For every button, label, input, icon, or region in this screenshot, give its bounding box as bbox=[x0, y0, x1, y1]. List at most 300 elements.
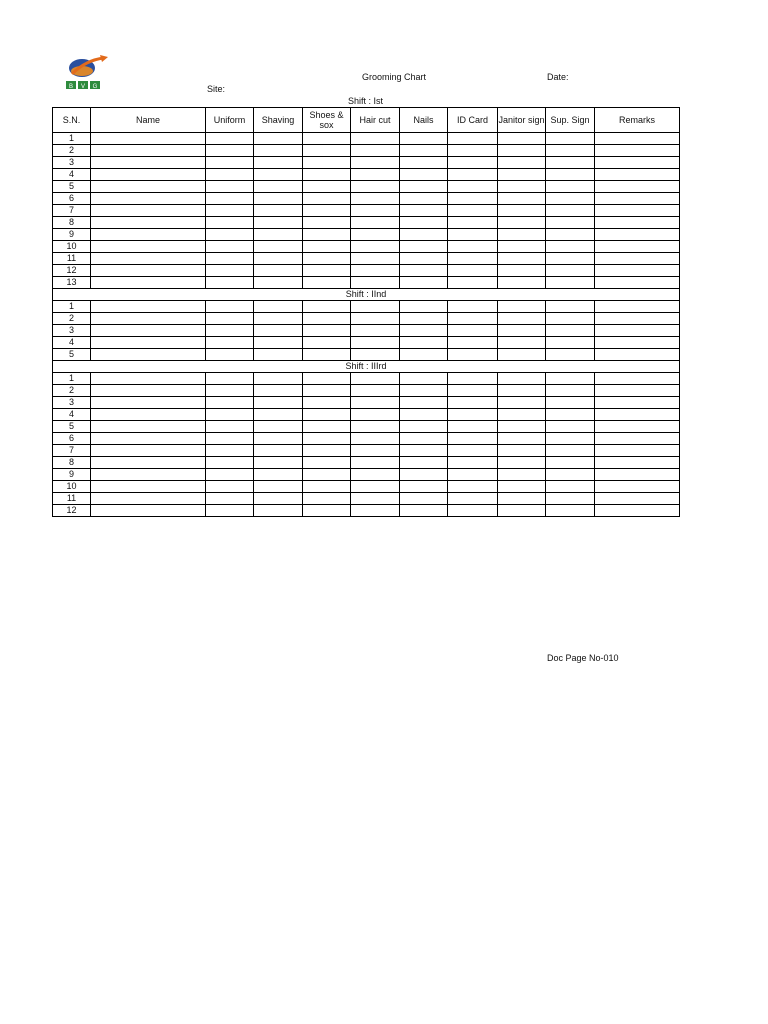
entry-cell[interactable] bbox=[254, 169, 303, 181]
entry-cell[interactable] bbox=[303, 349, 351, 361]
entry-cell[interactable] bbox=[498, 157, 546, 169]
entry-cell[interactable] bbox=[546, 157, 595, 169]
entry-cell[interactable] bbox=[498, 265, 546, 277]
entry-cell[interactable] bbox=[400, 181, 448, 193]
entry-cell[interactable] bbox=[91, 433, 206, 445]
entry-cell[interactable] bbox=[351, 349, 400, 361]
entry-cell[interactable] bbox=[254, 181, 303, 193]
entry-cell[interactable] bbox=[91, 325, 206, 337]
entry-cell[interactable] bbox=[351, 169, 400, 181]
entry-cell[interactable] bbox=[498, 133, 546, 145]
entry-cell[interactable] bbox=[448, 181, 498, 193]
entry-cell[interactable] bbox=[498, 325, 546, 337]
entry-cell[interactable] bbox=[400, 385, 448, 397]
entry-cell[interactable] bbox=[91, 145, 206, 157]
entry-cell[interactable] bbox=[400, 373, 448, 385]
entry-cell[interactable] bbox=[351, 145, 400, 157]
entry-cell[interactable] bbox=[546, 241, 595, 253]
entry-cell[interactable] bbox=[498, 457, 546, 469]
entry-cell[interactable] bbox=[303, 217, 351, 229]
entry-cell[interactable] bbox=[546, 445, 595, 457]
entry-cell[interactable] bbox=[351, 337, 400, 349]
entry-cell[interactable] bbox=[448, 265, 498, 277]
entry-cell[interactable] bbox=[498, 481, 546, 493]
entry-cell[interactable] bbox=[351, 469, 400, 481]
entry-cell[interactable] bbox=[351, 373, 400, 385]
entry-cell[interactable] bbox=[351, 229, 400, 241]
entry-cell[interactable] bbox=[351, 445, 400, 457]
entry-cell[interactable] bbox=[498, 313, 546, 325]
entry-cell[interactable] bbox=[595, 253, 680, 265]
entry-cell[interactable] bbox=[206, 445, 254, 457]
entry-cell[interactable] bbox=[546, 421, 595, 433]
entry-cell[interactable] bbox=[448, 397, 498, 409]
entry-cell[interactable] bbox=[498, 445, 546, 457]
entry-cell[interactable] bbox=[595, 385, 680, 397]
entry-cell[interactable] bbox=[254, 409, 303, 421]
entry-cell[interactable] bbox=[91, 277, 206, 289]
entry-cell[interactable] bbox=[595, 277, 680, 289]
entry-cell[interactable] bbox=[206, 253, 254, 265]
entry-cell[interactable] bbox=[400, 169, 448, 181]
entry-cell[interactable] bbox=[546, 265, 595, 277]
entry-cell[interactable] bbox=[595, 217, 680, 229]
entry-cell[interactable] bbox=[351, 433, 400, 445]
entry-cell[interactable] bbox=[498, 217, 546, 229]
entry-cell[interactable] bbox=[400, 205, 448, 217]
entry-cell[interactable] bbox=[595, 373, 680, 385]
entry-cell[interactable] bbox=[400, 301, 448, 313]
entry-cell[interactable] bbox=[303, 169, 351, 181]
entry-cell[interactable] bbox=[546, 397, 595, 409]
entry-cell[interactable] bbox=[91, 217, 206, 229]
entry-cell[interactable] bbox=[498, 349, 546, 361]
entry-cell[interactable] bbox=[206, 421, 254, 433]
entry-cell[interactable] bbox=[91, 169, 206, 181]
entry-cell[interactable] bbox=[546, 133, 595, 145]
entry-cell[interactable] bbox=[400, 133, 448, 145]
entry-cell[interactable] bbox=[546, 505, 595, 517]
entry-cell[interactable] bbox=[595, 445, 680, 457]
entry-cell[interactable] bbox=[206, 205, 254, 217]
entry-cell[interactable] bbox=[254, 325, 303, 337]
entry-cell[interactable] bbox=[303, 205, 351, 217]
entry-cell[interactable] bbox=[595, 313, 680, 325]
entry-cell[interactable] bbox=[400, 325, 448, 337]
entry-cell[interactable] bbox=[254, 493, 303, 505]
entry-cell[interactable] bbox=[206, 433, 254, 445]
entry-cell[interactable] bbox=[546, 433, 595, 445]
entry-cell[interactable] bbox=[400, 505, 448, 517]
entry-cell[interactable] bbox=[254, 481, 303, 493]
entry-cell[interactable] bbox=[448, 445, 498, 457]
entry-cell[interactable] bbox=[448, 253, 498, 265]
entry-cell[interactable] bbox=[91, 157, 206, 169]
entry-cell[interactable] bbox=[91, 409, 206, 421]
entry-cell[interactable] bbox=[448, 205, 498, 217]
entry-cell[interactable] bbox=[448, 385, 498, 397]
entry-cell[interactable] bbox=[595, 205, 680, 217]
entry-cell[interactable] bbox=[206, 265, 254, 277]
entry-cell[interactable] bbox=[351, 505, 400, 517]
entry-cell[interactable] bbox=[91, 385, 206, 397]
entry-cell[interactable] bbox=[91, 349, 206, 361]
entry-cell[interactable] bbox=[303, 265, 351, 277]
entry-cell[interactable] bbox=[206, 457, 254, 469]
entry-cell[interactable] bbox=[303, 145, 351, 157]
entry-cell[interactable] bbox=[254, 241, 303, 253]
entry-cell[interactable] bbox=[351, 133, 400, 145]
entry-cell[interactable] bbox=[595, 325, 680, 337]
entry-cell[interactable] bbox=[254, 349, 303, 361]
entry-cell[interactable] bbox=[546, 253, 595, 265]
entry-cell[interactable] bbox=[351, 217, 400, 229]
entry-cell[interactable] bbox=[206, 337, 254, 349]
entry-cell[interactable] bbox=[206, 229, 254, 241]
entry-cell[interactable] bbox=[595, 397, 680, 409]
entry-cell[interactable] bbox=[448, 133, 498, 145]
entry-cell[interactable] bbox=[303, 385, 351, 397]
entry-cell[interactable] bbox=[254, 313, 303, 325]
entry-cell[interactable] bbox=[448, 229, 498, 241]
entry-cell[interactable] bbox=[498, 229, 546, 241]
entry-cell[interactable] bbox=[595, 169, 680, 181]
entry-cell[interactable] bbox=[595, 433, 680, 445]
entry-cell[interactable] bbox=[400, 193, 448, 205]
entry-cell[interactable] bbox=[303, 241, 351, 253]
entry-cell[interactable] bbox=[206, 217, 254, 229]
entry-cell[interactable] bbox=[498, 421, 546, 433]
entry-cell[interactable] bbox=[498, 385, 546, 397]
entry-cell[interactable] bbox=[206, 505, 254, 517]
entry-cell[interactable] bbox=[351, 481, 400, 493]
entry-cell[interactable] bbox=[546, 481, 595, 493]
entry-cell[interactable] bbox=[448, 169, 498, 181]
entry-cell[interactable] bbox=[400, 157, 448, 169]
entry-cell[interactable] bbox=[206, 313, 254, 325]
entry-cell[interactable] bbox=[400, 445, 448, 457]
entry-cell[interactable] bbox=[448, 145, 498, 157]
entry-cell[interactable] bbox=[91, 481, 206, 493]
entry-cell[interactable] bbox=[303, 301, 351, 313]
entry-cell[interactable] bbox=[303, 469, 351, 481]
entry-cell[interactable] bbox=[91, 421, 206, 433]
entry-cell[interactable] bbox=[448, 505, 498, 517]
entry-cell[interactable] bbox=[400, 145, 448, 157]
entry-cell[interactable] bbox=[91, 313, 206, 325]
entry-cell[interactable] bbox=[595, 181, 680, 193]
entry-cell[interactable] bbox=[254, 505, 303, 517]
entry-cell[interactable] bbox=[254, 253, 303, 265]
entry-cell[interactable] bbox=[400, 265, 448, 277]
entry-cell[interactable] bbox=[595, 505, 680, 517]
entry-cell[interactable] bbox=[91, 229, 206, 241]
entry-cell[interactable] bbox=[206, 409, 254, 421]
entry-cell[interactable] bbox=[448, 301, 498, 313]
entry-cell[interactable] bbox=[351, 205, 400, 217]
entry-cell[interactable] bbox=[254, 445, 303, 457]
entry-cell[interactable] bbox=[498, 277, 546, 289]
entry-cell[interactable] bbox=[351, 193, 400, 205]
entry-cell[interactable] bbox=[448, 421, 498, 433]
entry-cell[interactable] bbox=[400, 433, 448, 445]
entry-cell[interactable] bbox=[400, 469, 448, 481]
entry-cell[interactable] bbox=[254, 385, 303, 397]
entry-cell[interactable] bbox=[498, 181, 546, 193]
entry-cell[interactable] bbox=[546, 349, 595, 361]
entry-cell[interactable] bbox=[303, 493, 351, 505]
entry-cell[interactable] bbox=[595, 301, 680, 313]
entry-cell[interactable] bbox=[546, 277, 595, 289]
entry-cell[interactable] bbox=[448, 157, 498, 169]
entry-cell[interactable] bbox=[303, 253, 351, 265]
entry-cell[interactable] bbox=[498, 205, 546, 217]
entry-cell[interactable] bbox=[254, 421, 303, 433]
entry-cell[interactable] bbox=[546, 205, 595, 217]
entry-cell[interactable] bbox=[254, 133, 303, 145]
entry-cell[interactable] bbox=[351, 313, 400, 325]
entry-cell[interactable] bbox=[595, 157, 680, 169]
entry-cell[interactable] bbox=[498, 493, 546, 505]
entry-cell[interactable] bbox=[448, 313, 498, 325]
entry-cell[interactable] bbox=[400, 349, 448, 361]
entry-cell[interactable] bbox=[303, 373, 351, 385]
entry-cell[interactable] bbox=[351, 265, 400, 277]
entry-cell[interactable] bbox=[303, 133, 351, 145]
entry-cell[interactable] bbox=[595, 409, 680, 421]
entry-cell[interactable] bbox=[206, 349, 254, 361]
entry-cell[interactable] bbox=[206, 193, 254, 205]
entry-cell[interactable] bbox=[206, 157, 254, 169]
entry-cell[interactable] bbox=[303, 457, 351, 469]
entry-cell[interactable] bbox=[546, 409, 595, 421]
entry-cell[interactable] bbox=[595, 337, 680, 349]
entry-cell[interactable] bbox=[351, 397, 400, 409]
entry-cell[interactable] bbox=[400, 397, 448, 409]
entry-cell[interactable] bbox=[546, 325, 595, 337]
entry-cell[interactable] bbox=[254, 457, 303, 469]
entry-cell[interactable] bbox=[498, 469, 546, 481]
entry-cell[interactable] bbox=[303, 397, 351, 409]
entry-cell[interactable] bbox=[595, 349, 680, 361]
entry-cell[interactable] bbox=[206, 241, 254, 253]
entry-cell[interactable] bbox=[351, 385, 400, 397]
entry-cell[interactable] bbox=[546, 193, 595, 205]
entry-cell[interactable] bbox=[351, 253, 400, 265]
entry-cell[interactable] bbox=[448, 241, 498, 253]
entry-cell[interactable] bbox=[351, 277, 400, 289]
entry-cell[interactable] bbox=[498, 193, 546, 205]
entry-cell[interactable] bbox=[498, 433, 546, 445]
entry-cell[interactable] bbox=[400, 229, 448, 241]
entry-cell[interactable] bbox=[206, 301, 254, 313]
entry-cell[interactable] bbox=[254, 265, 303, 277]
entry-cell[interactable] bbox=[448, 481, 498, 493]
entry-cell[interactable] bbox=[206, 325, 254, 337]
entry-cell[interactable] bbox=[546, 217, 595, 229]
entry-cell[interactable] bbox=[91, 301, 206, 313]
entry-cell[interactable] bbox=[206, 385, 254, 397]
entry-cell[interactable] bbox=[91, 193, 206, 205]
entry-cell[interactable] bbox=[351, 241, 400, 253]
entry-cell[interactable] bbox=[303, 277, 351, 289]
entry-cell[interactable] bbox=[91, 253, 206, 265]
entry-cell[interactable] bbox=[595, 493, 680, 505]
entry-cell[interactable] bbox=[400, 421, 448, 433]
entry-cell[interactable] bbox=[91, 265, 206, 277]
entry-cell[interactable] bbox=[91, 469, 206, 481]
entry-cell[interactable] bbox=[448, 409, 498, 421]
entry-cell[interactable] bbox=[254, 229, 303, 241]
entry-cell[interactable] bbox=[400, 253, 448, 265]
entry-cell[interactable] bbox=[206, 373, 254, 385]
entry-cell[interactable] bbox=[254, 157, 303, 169]
entry-cell[interactable] bbox=[546, 181, 595, 193]
entry-cell[interactable] bbox=[400, 217, 448, 229]
entry-cell[interactable] bbox=[498, 337, 546, 349]
entry-cell[interactable] bbox=[448, 277, 498, 289]
entry-cell[interactable] bbox=[303, 409, 351, 421]
entry-cell[interactable] bbox=[448, 193, 498, 205]
entry-cell[interactable] bbox=[91, 493, 206, 505]
entry-cell[interactable] bbox=[595, 265, 680, 277]
entry-cell[interactable] bbox=[400, 481, 448, 493]
entry-cell[interactable] bbox=[448, 469, 498, 481]
entry-cell[interactable] bbox=[448, 349, 498, 361]
entry-cell[interactable] bbox=[303, 445, 351, 457]
entry-cell[interactable] bbox=[303, 481, 351, 493]
entry-cell[interactable] bbox=[400, 277, 448, 289]
entry-cell[interactable] bbox=[498, 253, 546, 265]
entry-cell[interactable] bbox=[91, 457, 206, 469]
entry-cell[interactable] bbox=[206, 145, 254, 157]
entry-cell[interactable] bbox=[206, 493, 254, 505]
entry-cell[interactable] bbox=[448, 217, 498, 229]
entry-cell[interactable] bbox=[206, 277, 254, 289]
entry-cell[interactable] bbox=[303, 325, 351, 337]
entry-cell[interactable] bbox=[303, 505, 351, 517]
entry-cell[interactable] bbox=[254, 205, 303, 217]
entry-cell[interactable] bbox=[351, 301, 400, 313]
entry-cell[interactable] bbox=[206, 133, 254, 145]
entry-cell[interactable] bbox=[498, 145, 546, 157]
entry-cell[interactable] bbox=[498, 505, 546, 517]
entry-cell[interactable] bbox=[400, 457, 448, 469]
entry-cell[interactable] bbox=[546, 457, 595, 469]
entry-cell[interactable] bbox=[254, 469, 303, 481]
entry-cell[interactable] bbox=[498, 241, 546, 253]
entry-cell[interactable] bbox=[448, 457, 498, 469]
entry-cell[interactable] bbox=[254, 433, 303, 445]
entry-cell[interactable] bbox=[595, 193, 680, 205]
entry-cell[interactable] bbox=[595, 457, 680, 469]
entry-cell[interactable] bbox=[546, 169, 595, 181]
entry-cell[interactable] bbox=[400, 493, 448, 505]
entry-cell[interactable] bbox=[254, 217, 303, 229]
entry-cell[interactable] bbox=[498, 301, 546, 313]
entry-cell[interactable] bbox=[448, 433, 498, 445]
entry-cell[interactable] bbox=[546, 493, 595, 505]
entry-cell[interactable] bbox=[351, 325, 400, 337]
entry-cell[interactable] bbox=[595, 241, 680, 253]
entry-cell[interactable] bbox=[91, 337, 206, 349]
entry-cell[interactable] bbox=[351, 409, 400, 421]
entry-cell[interactable] bbox=[91, 505, 206, 517]
entry-cell[interactable] bbox=[254, 373, 303, 385]
entry-cell[interactable] bbox=[303, 157, 351, 169]
entry-cell[interactable] bbox=[206, 481, 254, 493]
entry-cell[interactable] bbox=[254, 277, 303, 289]
entry-cell[interactable] bbox=[351, 181, 400, 193]
entry-cell[interactable] bbox=[254, 301, 303, 313]
entry-cell[interactable] bbox=[303, 433, 351, 445]
entry-cell[interactable] bbox=[91, 373, 206, 385]
entry-cell[interactable] bbox=[206, 397, 254, 409]
entry-cell[interactable] bbox=[595, 481, 680, 493]
entry-cell[interactable] bbox=[91, 133, 206, 145]
entry-cell[interactable] bbox=[595, 133, 680, 145]
entry-cell[interactable] bbox=[254, 145, 303, 157]
entry-cell[interactable] bbox=[448, 493, 498, 505]
entry-cell[interactable] bbox=[448, 337, 498, 349]
entry-cell[interactable] bbox=[91, 241, 206, 253]
entry-cell[interactable] bbox=[400, 337, 448, 349]
entry-cell[interactable] bbox=[254, 193, 303, 205]
entry-cell[interactable] bbox=[351, 157, 400, 169]
entry-cell[interactable] bbox=[91, 205, 206, 217]
entry-cell[interactable] bbox=[303, 421, 351, 433]
entry-cell[interactable] bbox=[498, 397, 546, 409]
entry-cell[interactable] bbox=[303, 193, 351, 205]
entry-cell[interactable] bbox=[254, 397, 303, 409]
entry-cell[interactable] bbox=[303, 229, 351, 241]
entry-cell[interactable] bbox=[351, 421, 400, 433]
entry-cell[interactable] bbox=[206, 469, 254, 481]
entry-cell[interactable] bbox=[91, 445, 206, 457]
entry-cell[interactable] bbox=[303, 313, 351, 325]
entry-cell[interactable] bbox=[595, 421, 680, 433]
entry-cell[interactable] bbox=[206, 181, 254, 193]
entry-cell[interactable] bbox=[546, 313, 595, 325]
entry-cell[interactable] bbox=[546, 229, 595, 241]
entry-cell[interactable] bbox=[498, 169, 546, 181]
entry-cell[interactable] bbox=[595, 145, 680, 157]
entry-cell[interactable] bbox=[546, 469, 595, 481]
entry-cell[interactable] bbox=[546, 373, 595, 385]
entry-cell[interactable] bbox=[400, 313, 448, 325]
entry-cell[interactable] bbox=[498, 409, 546, 421]
entry-cell[interactable] bbox=[448, 373, 498, 385]
entry-cell[interactable] bbox=[303, 181, 351, 193]
entry-cell[interactable] bbox=[546, 337, 595, 349]
entry-cell[interactable] bbox=[546, 145, 595, 157]
entry-cell[interactable] bbox=[400, 241, 448, 253]
entry-cell[interactable] bbox=[254, 337, 303, 349]
entry-cell[interactable] bbox=[546, 301, 595, 313]
entry-cell[interactable] bbox=[546, 385, 595, 397]
entry-cell[interactable] bbox=[448, 325, 498, 337]
entry-cell[interactable] bbox=[351, 457, 400, 469]
entry-cell[interactable] bbox=[91, 397, 206, 409]
entry-cell[interactable] bbox=[91, 181, 206, 193]
entry-cell[interactable] bbox=[595, 229, 680, 241]
entry-cell[interactable] bbox=[351, 493, 400, 505]
entry-cell[interactable] bbox=[498, 373, 546, 385]
entry-cell[interactable] bbox=[303, 337, 351, 349]
entry-cell[interactable] bbox=[206, 169, 254, 181]
entry-cell[interactable] bbox=[595, 469, 680, 481]
entry-cell[interactable] bbox=[400, 409, 448, 421]
